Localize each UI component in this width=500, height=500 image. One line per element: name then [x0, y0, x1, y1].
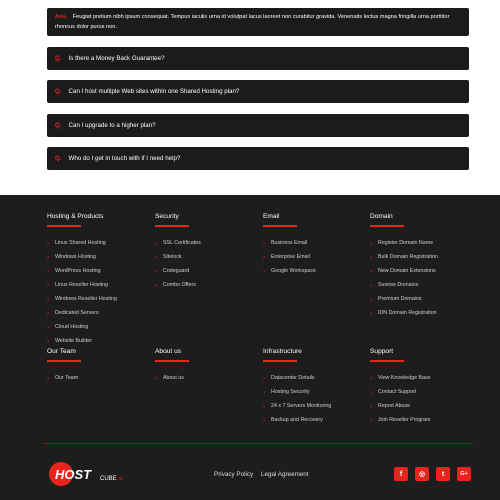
link-label: Premium Domains [378, 296, 422, 302]
link-label: View Knowledge Base [378, 375, 431, 381]
column-underline [370, 360, 404, 362]
chevron-right-icon: › [370, 402, 373, 410]
column-underline [155, 360, 189, 362]
chevron-right-icon: › [370, 267, 373, 275]
column-title: Hosting & Products [47, 213, 104, 220]
legal-links [214, 471, 315, 478]
footer-link[interactable] [263, 371, 331, 385]
link-label: Combo Offers [163, 282, 196, 288]
footer-link[interactable] [370, 236, 438, 250]
chevron-right-icon: › [155, 374, 158, 382]
link-label: Sitelock [163, 254, 182, 260]
twitter-button[interactable] [436, 467, 450, 481]
footer-link[interactable] [47, 292, 117, 306]
chevron-right-icon: › [47, 267, 50, 275]
link-label: 24 x 7 Servers Monitoring [271, 403, 332, 409]
footer-link[interactable] [263, 413, 331, 427]
link-label: Register Domain Name [378, 240, 434, 246]
chevron-right-icon: › [263, 374, 266, 382]
column-title: Security [155, 213, 179, 220]
footer-link[interactable] [47, 320, 117, 334]
link-label: Sunrise Domains [378, 282, 419, 288]
link-label: Google Workspace [271, 268, 316, 274]
footer-link[interactable] [155, 371, 184, 385]
link-label: Join Reseller Program [378, 417, 431, 423]
link-label: Windows Hosting [55, 254, 96, 260]
column-underline [263, 360, 297, 362]
link-label: Bulk Domain Registration [378, 254, 438, 260]
footer-link[interactable] [47, 236, 117, 250]
column-title: Domain [370, 213, 393, 220]
question-text: Is there a Money Back Guarantee? [68, 55, 165, 62]
link-label: Our Team [55, 375, 79, 381]
faq-section [0, 0, 500, 195]
question-text: Can I upgrade to a higher plan? [68, 122, 156, 129]
faq-question-help[interactable] [47, 147, 469, 170]
footer-link[interactable] [370, 399, 431, 413]
footer-link[interactable] [47, 371, 78, 385]
answer-text: Feugiat pretium nibh ipsum consequat. Tempus iaculis urna id volutpat lacus laoreet non curabitur gravida. Venenatis lectus magna fringilla urna porttitor rhoncus dolor purus non. [55, 14, 450, 30]
link-label: Business Email [271, 240, 308, 246]
chevron-right-icon: › [263, 388, 266, 396]
footer-link[interactable] [155, 264, 201, 278]
chevron-right-icon: › [263, 239, 266, 247]
instagram-button[interactable] [415, 467, 429, 481]
link-label: Enterprise Email [271, 254, 310, 260]
link-label: WordPress Hosting [55, 268, 101, 274]
question-prefix: Q. [55, 88, 62, 95]
chevron-right-icon: › [47, 239, 50, 247]
footer-divider [43, 443, 473, 444]
facebook-icon: f [399, 470, 403, 478]
site-footer [0, 195, 500, 500]
column-title: Our Team [47, 348, 76, 355]
chevron-right-icon: › [47, 253, 50, 261]
question-prefix: Q. [55, 155, 62, 162]
column-title: Infrastructure [263, 348, 302, 355]
column-underline [263, 225, 297, 227]
instagram-icon: ◎ [418, 471, 426, 478]
link-label: Codeguard [163, 268, 190, 274]
chevron-right-icon: › [263, 267, 266, 275]
column-title: About us [155, 348, 182, 355]
question-text: Can I host multiple Web sites within one Shared Hosting plan? [68, 88, 240, 95]
column-underline [47, 360, 81, 362]
link-label: Report Abuse [378, 403, 411, 409]
footer-link[interactable] [370, 306, 438, 320]
google-plus-button[interactable] [457, 467, 471, 481]
link-label: Dedicated Servers [55, 310, 99, 316]
chevron-right-icon: › [47, 295, 50, 303]
link-label: SSL Certificates [163, 240, 201, 246]
link-label: Windows Reseller Hosting [55, 296, 117, 302]
faq-question-money-back[interactable] [47, 47, 469, 70]
footer-link[interactable] [155, 278, 201, 292]
chevron-right-icon: › [47, 337, 50, 345]
column-underline [155, 225, 189, 227]
link-label: IDN Domain Registration [378, 310, 437, 316]
hostcube-logo[interactable] [47, 460, 131, 488]
privacy-policy-link[interactable]: Privacy Policy [214, 471, 254, 478]
chevron-right-icon: › [370, 281, 373, 289]
chevron-right-icon: › [47, 309, 50, 317]
footer-link[interactable] [155, 250, 201, 264]
faq-question-upgrade[interactable] [47, 114, 469, 137]
chevron-right-icon: › [155, 267, 158, 275]
question-text: Who do I get in touch with if I need help? [68, 155, 181, 162]
footer-link[interactable] [47, 306, 117, 320]
logo-sub-text: CUBE [100, 476, 117, 482]
footer-link[interactable] [47, 278, 117, 292]
column-title: Email [263, 213, 280, 220]
google-plus-icon: G+ [460, 471, 468, 477]
footer-link[interactable] [47, 264, 117, 278]
chevron-right-icon: › [263, 402, 266, 410]
chevron-right-icon: › [370, 253, 373, 261]
question-prefix: Q. [55, 122, 62, 129]
chevron-right-icon: › [155, 281, 158, 289]
footer-link[interactable] [370, 371, 431, 385]
chevron-right-icon: › [370, 416, 373, 424]
chevron-right-icon: › [370, 295, 373, 303]
footer-link[interactable] [263, 236, 316, 250]
link-label: Linux Reseller Hosting [55, 282, 108, 288]
chevron-right-icon: › [47, 323, 50, 331]
link-label: New Domain Extensions [378, 268, 436, 274]
link-label: Contact Support [378, 389, 417, 395]
footer-link[interactable] [263, 264, 316, 278]
chevron-right-icon: › [263, 416, 266, 424]
footer-link[interactable] [155, 236, 201, 250]
logo-main-text: HOST [55, 467, 92, 482]
chevron-right-icon: › [370, 388, 373, 396]
logo-tld-text: .in [118, 476, 124, 482]
chevron-right-icon: › [370, 309, 373, 317]
link-label: Cloud Hosting [55, 324, 89, 330]
footer-link[interactable] [370, 264, 438, 278]
question-prefix: Q. [55, 55, 62, 62]
legal-agreement-link[interactable]: Legal Agreement [260, 471, 309, 478]
footer-link[interactable] [47, 334, 117, 348]
twitter-icon: t [441, 470, 445, 478]
footer-link[interactable] [370, 413, 431, 427]
faq-answer-panel [47, 8, 469, 36]
footer-link[interactable] [370, 250, 438, 264]
chevron-right-icon: › [370, 239, 373, 247]
footer-link[interactable] [263, 399, 331, 413]
footer-link[interactable] [47, 250, 117, 264]
link-label: Linux Shared Hosting [55, 240, 106, 246]
footer-link[interactable] [263, 250, 316, 264]
chevron-right-icon: › [155, 239, 158, 247]
column-title: Support [370, 348, 394, 355]
chevron-right-icon: › [370, 374, 373, 382]
faq-question-multiple-sites[interactable] [47, 80, 469, 103]
link-label: Backup and Recovery [271, 417, 323, 423]
chevron-right-icon: › [155, 253, 158, 261]
footer-link[interactable] [370, 278, 438, 292]
answer-prefix: Ans. [55, 14, 68, 20]
column-underline [47, 225, 81, 227]
link-label: Hosting Security [271, 389, 310, 395]
footer-link[interactable] [370, 292, 438, 306]
chevron-right-icon: › [263, 253, 266, 261]
link-label: About us [163, 375, 184, 381]
chevron-right-icon: › [47, 374, 50, 382]
link-label: Website Builder [55, 338, 92, 344]
footer-link[interactable] [370, 385, 431, 399]
chevron-right-icon: › [47, 281, 50, 289]
column-underline [370, 225, 404, 227]
link-label: Datacenter Details [271, 375, 315, 381]
footer-link[interactable] [263, 385, 331, 399]
facebook-button[interactable] [394, 467, 408, 481]
